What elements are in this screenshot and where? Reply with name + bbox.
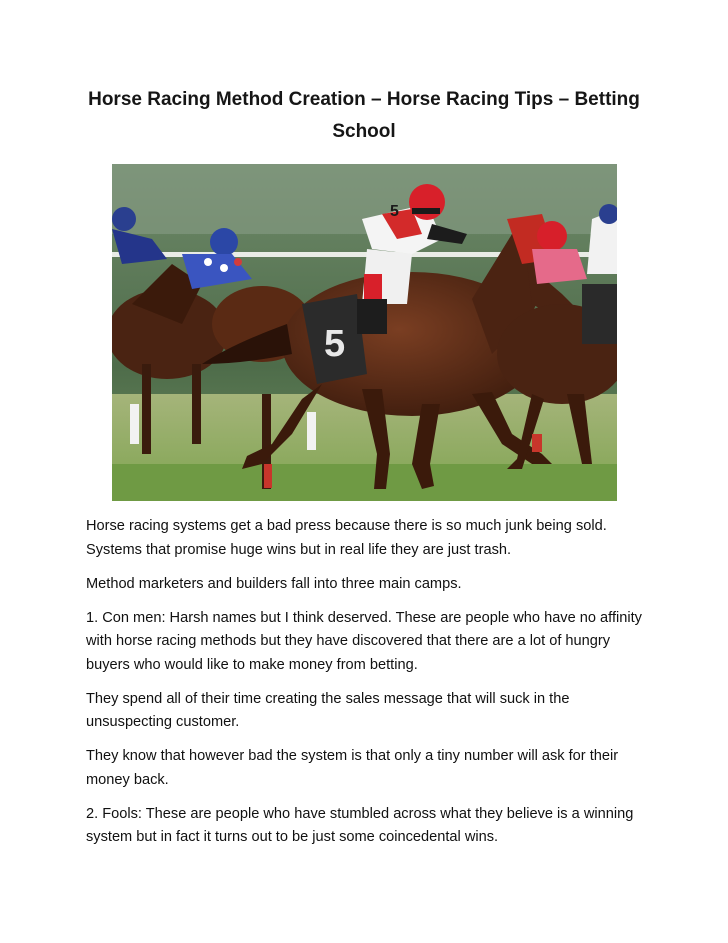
paragraph: 2. Fools: These are people who have stumbled across what they believe is a winning system but in fact it turns out to be just some coincedental wins. — [86, 805, 634, 845]
horse-racing-photo — [112, 164, 617, 501]
paragraph: They know that however bad the system is that only a tiny number will ask for their money back. — [86, 748, 619, 788]
paragraph: 1. Con men: Harsh names but I think deserved. These are people who have no affinity with horse racing methods but they have discovered that there are a lot of hungry buyers who would like to make money from betting. — [86, 609, 642, 673]
page-title: Horse Racing Method Creation – Horse Racing Tips – Betting School — [88, 89, 640, 142]
paragraph: Method marketers and builders fall into three main camps. — [86, 575, 462, 592]
article-body — [86, 515, 656, 860]
horse-racing-illustration — [112, 164, 617, 501]
paragraph: They spend all of their time creating the sales message that will suck in the unsuspecting customer. — [86, 690, 570, 730]
paragraph: Horse racing systems get a bad press because there is so much junk being sold. Systems that promise huge wins but in real life they are just trash. — [86, 518, 607, 558]
saddle-cloth-number: 5 — [324, 323, 346, 365]
cap-number: 5 — [390, 203, 399, 220]
